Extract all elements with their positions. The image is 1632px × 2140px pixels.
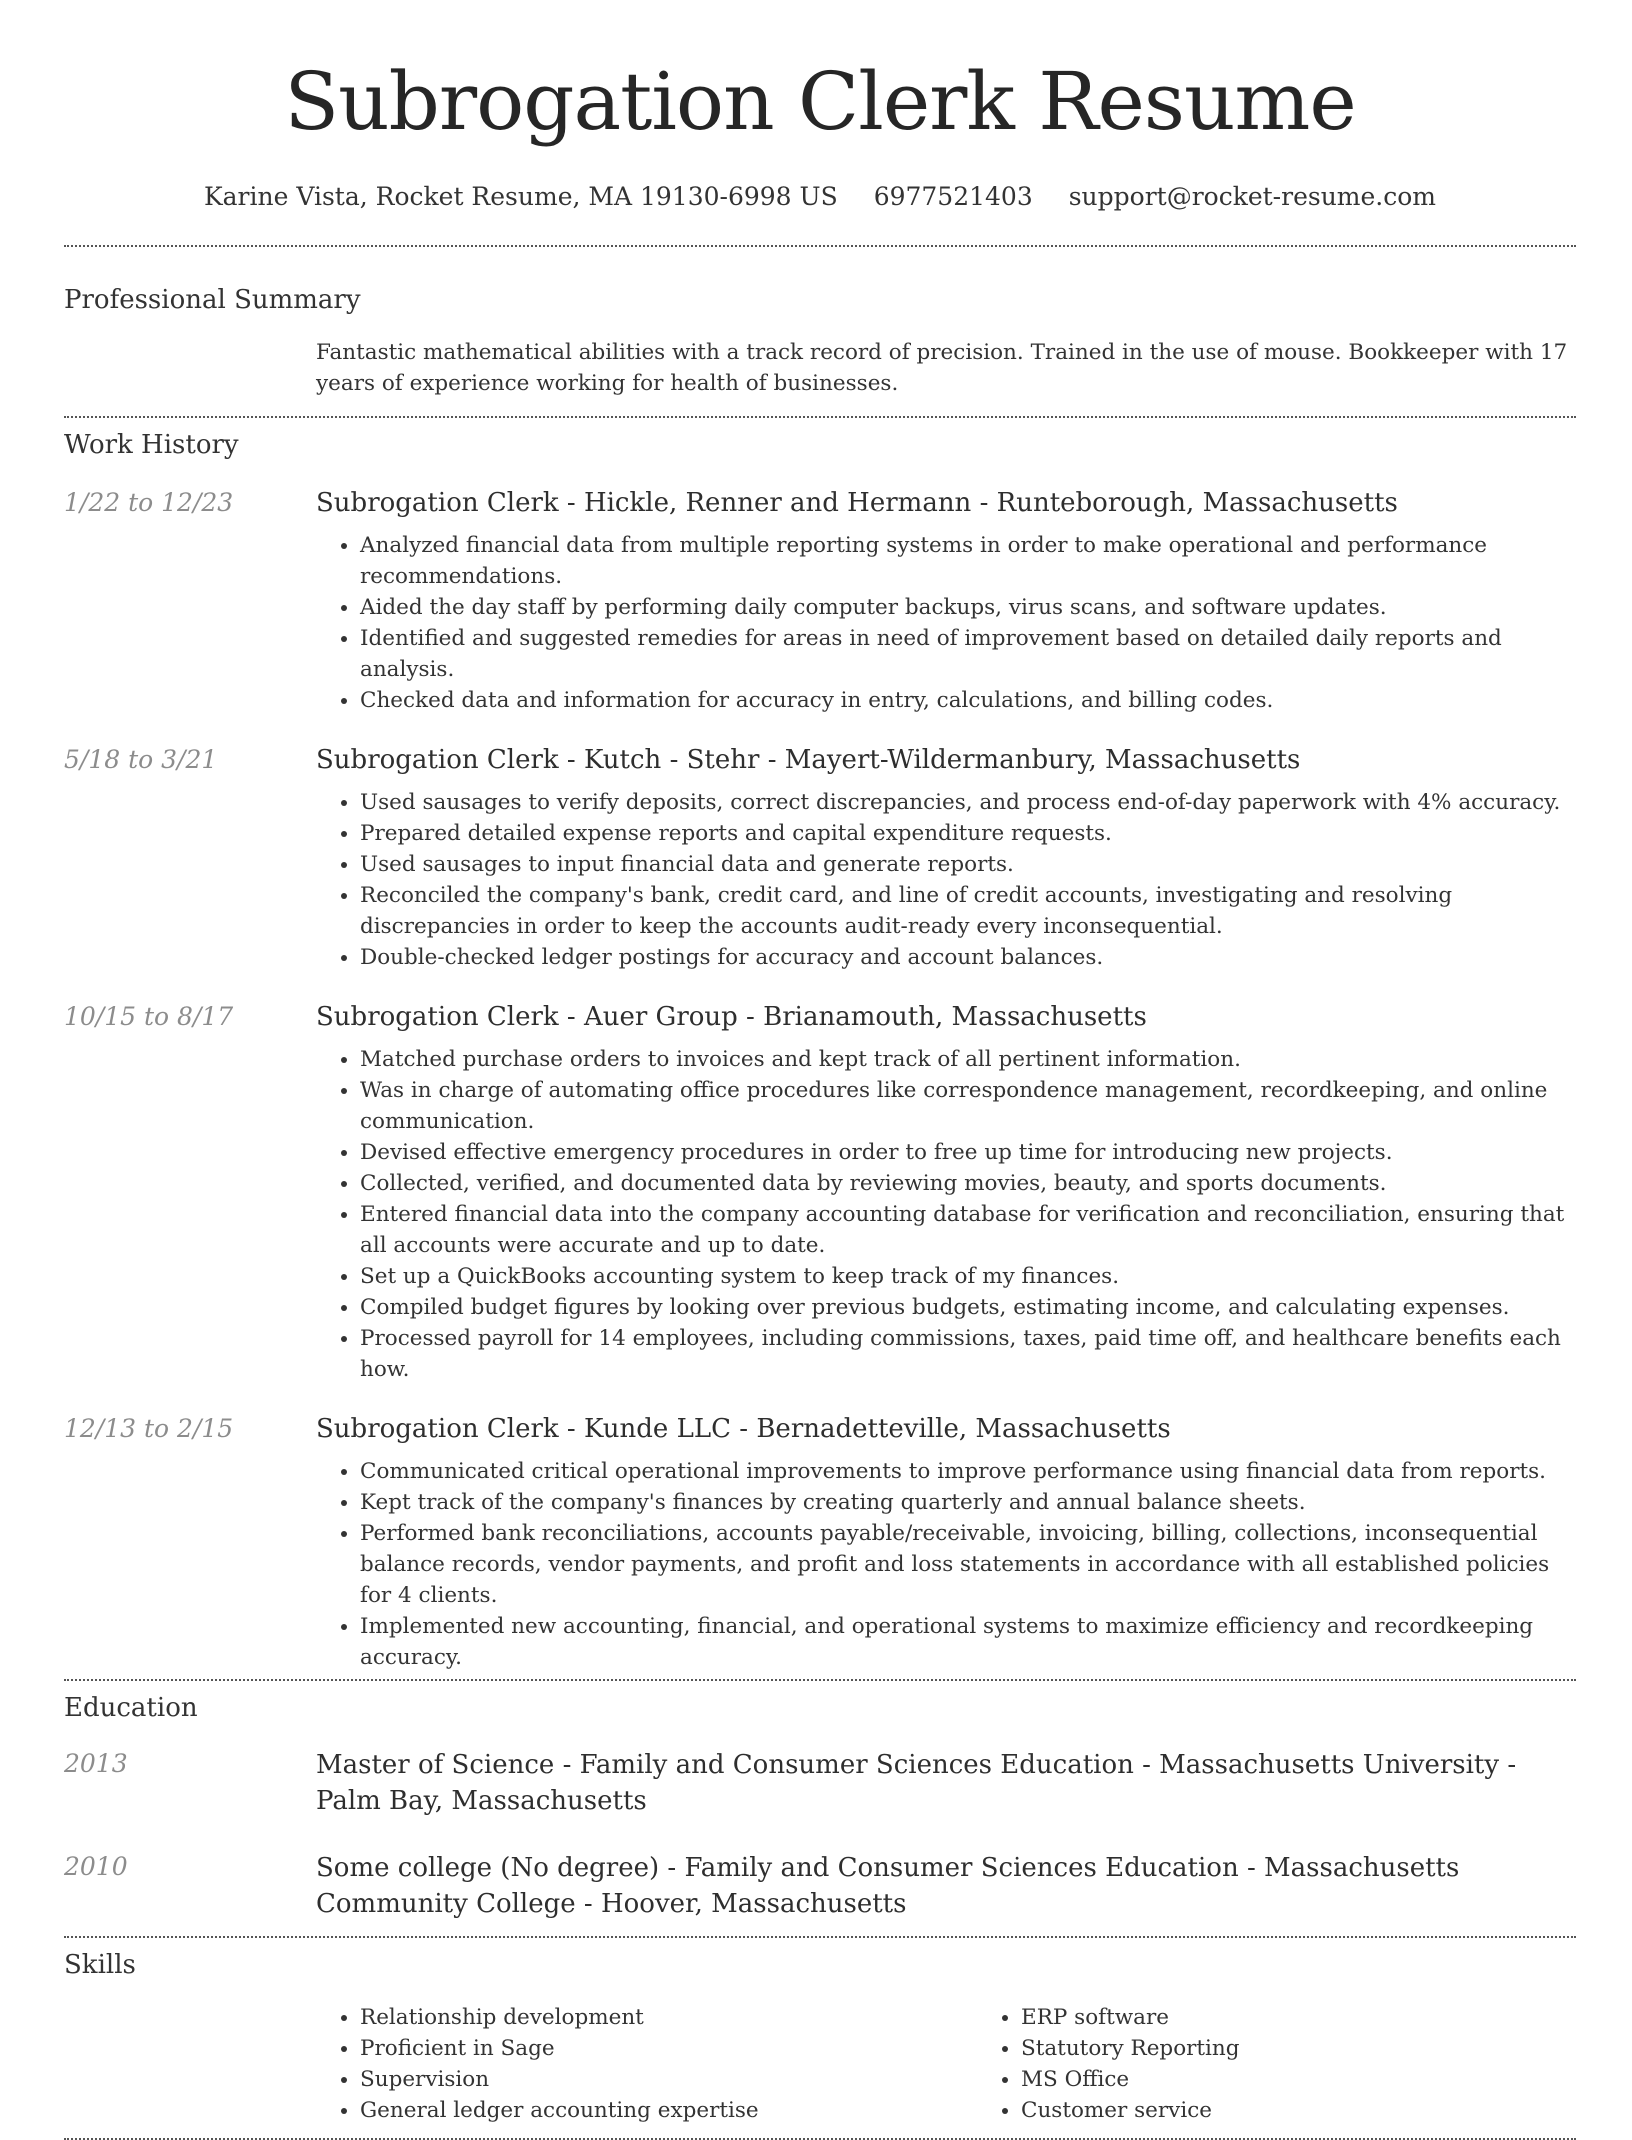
list-item: • Aided the day staff by performing daily computer backups, virus scans, and software updates. — [360, 592, 1576, 623]
job-dates: 12/13 to 2/15 — [64, 1414, 234, 1443]
list-item: • Prepared detailed expense reports and capital expenditure requests. — [360, 818, 1576, 849]
list-item: • Statutory Reporting — [1021, 2033, 1632, 2064]
job-title: Subrogation Clerk - Kutch - Stehr - Mayert-Wildermanbury, Massachusetts — [316, 745, 1301, 775]
skills-list — [316, 2002, 1632, 2126]
list-item: • Kept track of the company's finances by creating quarterly and annual balance sheets. — [360, 1487, 1576, 1518]
list-item: • Double-checked ledger postings for accuracy and account balances. — [360, 942, 1576, 973]
list-item: • ERP software — [1021, 2002, 1632, 2033]
job-title: Subrogation Clerk - Kunde LLC - Bernadetteville, Massachusetts — [316, 1414, 1171, 1444]
job-dates: 5/18 to 3/21 — [64, 745, 218, 774]
summary-text: Fantastic mathematical abilities with a track record of precision. Trained in the use of mouse. Bookkeeper with 17 years of experience working for health of businesses. — [316, 340, 1568, 396]
list-item: • General ledger accounting expertise — [360, 2095, 977, 2126]
education-title: Master of Science - Family and Consumer Sciences Education - Massachusetts University - Palm Bay, Massachusetts — [316, 1750, 1517, 1816]
list-item: • Implemented new accounting, financial, and operational systems to maximize efficiency and recordkeeping accuracy. — [360, 1611, 1576, 1673]
education-heading: Education — [64, 1693, 198, 1723]
job-title: Subrogation Clerk - Hickle, Renner and Hermann - Runteborough, Massachusetts — [316, 488, 1398, 518]
skills-column-left — [316, 2002, 977, 2126]
list-item: • Reconciled the company's bank, credit card, and line of credit accounts, investigating and resolving discrepancies in order to keep the accounts audit-ready every inconsequential. — [360, 880, 1576, 942]
job-entry — [64, 1412, 1576, 1673]
list-item: • Used sausages to verify deposits, correct discrepancies, and process end-of-day paperwork with 4% accuracy. — [360, 787, 1576, 818]
job-bullets — [316, 1044, 1576, 1385]
list-item: • Relationship development — [360, 2002, 977, 2033]
job-dates: 1/22 to 12/23 — [64, 488, 234, 517]
education-section — [64, 1681, 1576, 1922]
education-year: 2010 — [64, 1852, 128, 1881]
list-item: • Entered financial data into the company accounting database for verification and reconciliation, ensuring that all accounts were accurate and up to date. — [360, 1199, 1576, 1261]
list-item: • Checked data and information for accuracy in entry, calculations, and billing codes. — [360, 685, 1576, 716]
list-item: • Collected, verified, and documented data by reviewing movies, beauty, and sports documents. — [360, 1168, 1576, 1199]
job-entry — [64, 743, 1576, 973]
list-item: • Identified and suggested remedies for areas in need of improvement based on detailed daily reports and analysis. — [360, 623, 1576, 685]
list-item: • Performed bank reconciliations, accounts payable/receivable, invoicing, billing, collections, inconsequential balance records, vendor payments, and profit and loss statements in accordance with all established policies for 4 clients. — [360, 1518, 1576, 1611]
list-item: • Customer service — [1021, 2095, 1632, 2126]
work-history-section — [64, 418, 1576, 1673]
skills-section — [64, 1938, 1576, 2126]
list-item: • Supervision — [360, 2064, 977, 2095]
list-item: • Used sausages to input financial data and generate reports. — [360, 849, 1576, 880]
summary-heading: Professional Summary — [64, 285, 361, 315]
contact-line — [64, 180, 1576, 214]
contact-address: Karine Vista, Rocket Resume, MA 19130-6998 US — [203, 182, 838, 211]
resume-title: Subrogation Clerk Resume — [284, 55, 1356, 148]
education-year: 2013 — [64, 1749, 128, 1778]
skills-column-right — [977, 2002, 1632, 2126]
skills-heading: Skills — [64, 1950, 136, 1980]
education-title: Some college (No degree) - Family and Consumer Sciences Education - Massachusetts Community College - Hoover, Massachusetts — [316, 1853, 1460, 1919]
list-item: • Communicated critical operational improvements to improve performance using financial data from reports. — [360, 1456, 1576, 1487]
job-entry — [64, 486, 1576, 716]
summary-section — [64, 247, 1576, 399]
education-entry — [64, 1747, 1576, 1819]
list-item: • MS Office — [1021, 2064, 1632, 2095]
list-item: • Was in charge of automating office procedures like correspondence management, recordkeeping, and online communication. — [360, 1075, 1576, 1137]
job-bullets — [316, 530, 1576, 716]
job-entry — [64, 1000, 1576, 1385]
list-item: • Analyzed financial data from multiple reporting systems in order to make operational and performance recommendations. — [360, 530, 1576, 592]
job-bullets — [316, 787, 1576, 973]
resume-page — [64, 0, 1576, 2140]
work-history-heading: Work History — [64, 430, 239, 460]
list-item: • Compiled budget figures by looking over previous budgets, estimating income, and calculating expenses. — [360, 1292, 1576, 1323]
contact-phone: 6977521403 — [873, 182, 1033, 211]
job-dates: 10/15 to 8/17 — [64, 1002, 234, 1031]
list-item: • Processed payroll for 14 employees, including commissions, taxes, paid time off, and healthcare benefits each how. — [360, 1323, 1576, 1385]
contact-email: support@rocket-resume.com — [1068, 182, 1437, 211]
list-item: • Matched purchase orders to invoices and kept track of all pertinent information. — [360, 1044, 1576, 1075]
job-bullets — [316, 1456, 1576, 1673]
job-title: Subrogation Clerk - Auer Group - Brianamouth, Massachusetts — [316, 1002, 1147, 1032]
education-entry — [64, 1850, 1576, 1922]
list-item: • Proficient in Sage — [360, 2033, 977, 2064]
list-item: • Devised effective emergency procedures in order to free up time for introducing new projects. — [360, 1137, 1576, 1168]
list-item: • Set up a QuickBooks accounting system to keep track of my finances. — [360, 1261, 1576, 1292]
